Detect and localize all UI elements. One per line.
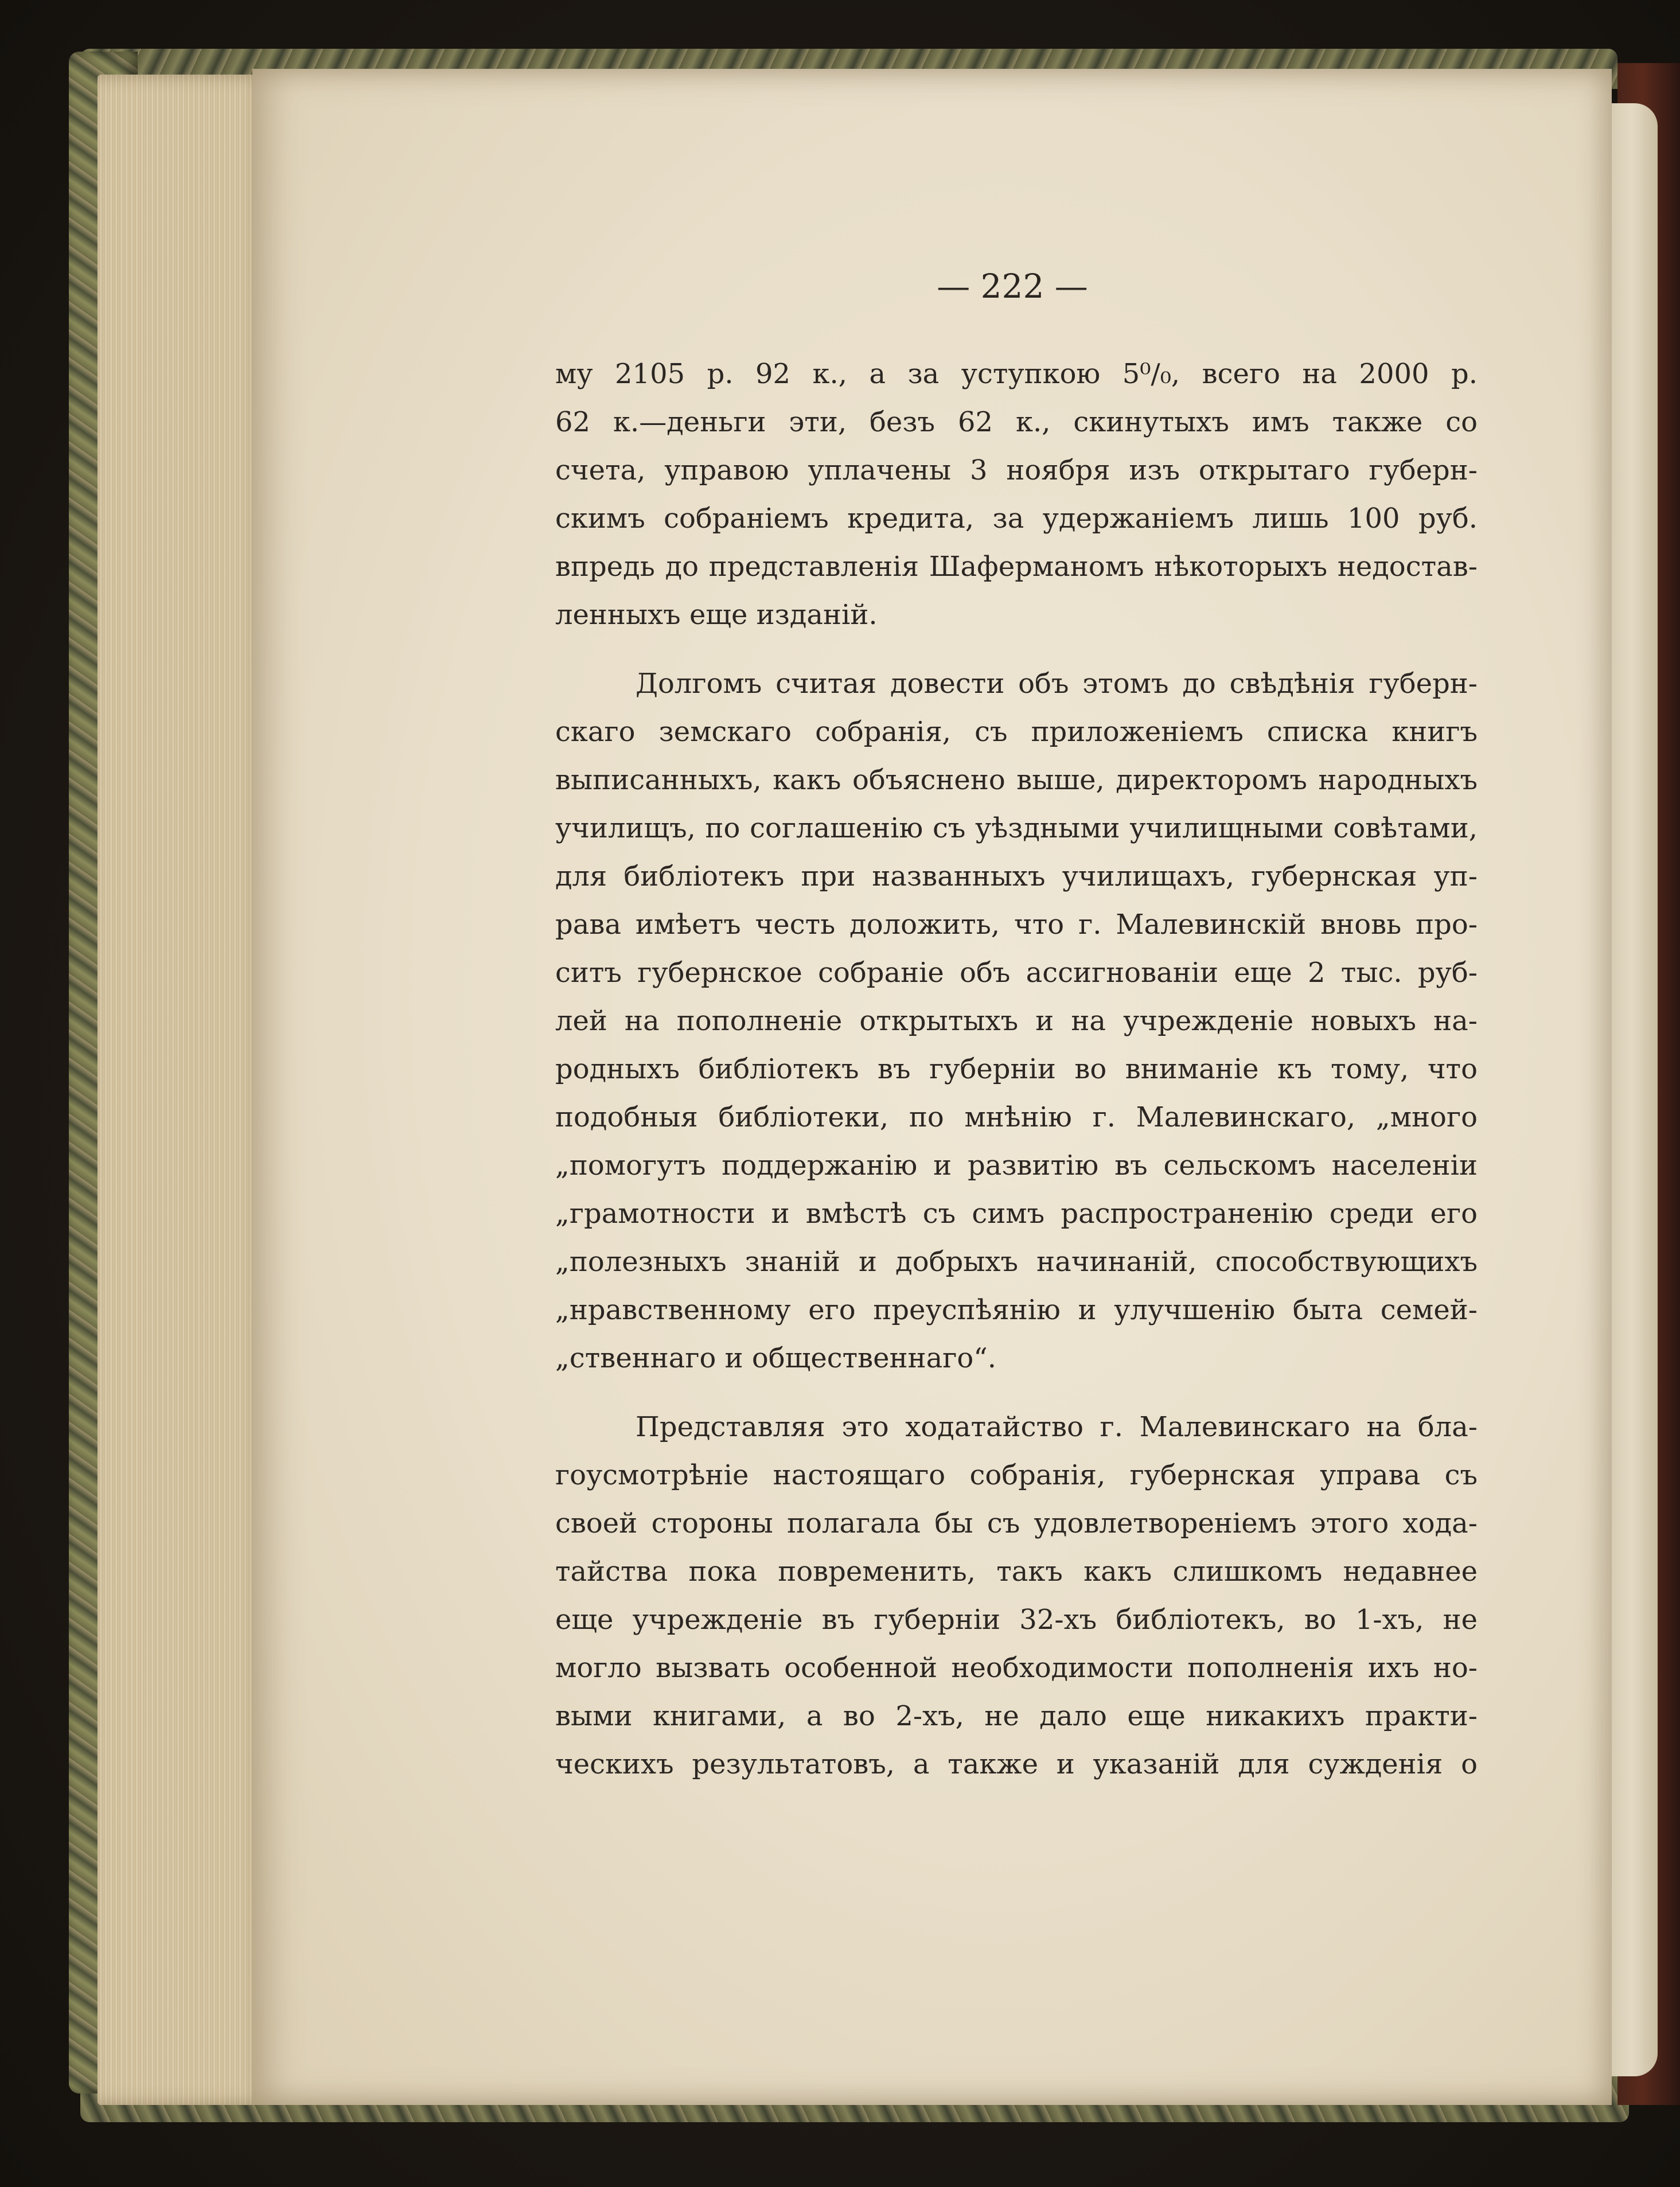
text-line: 62 к.—деньги эти, безъ 62 к., скинутыхъ имъ также со [555,406,1478,438]
text-line: „нравственному его преуспѣянію и улучшенію быта семей- [555,1294,1478,1326]
text-line: Долгомъ считая довести объ этомъ до свѣдѣнія губерн- [636,668,1478,700]
text-line: Представляя это ходатайство г. Малевинскаго на бла- [636,1411,1478,1443]
text-line: „грамотности и вмѣстѣ съ симъ распространенію среди его [555,1198,1478,1230]
text-line: счета, управою уплачены 3 ноября изъ открытаго губерн- [555,454,1478,486]
paragraph-1 [555,350,1478,639]
text-line: скимъ собраніемъ кредита, за удержаніемъ лишь 100 руб. [555,502,1478,535]
text-line: впредь до представленія Шаферманомъ нѣкоторыхъ недостав- [555,551,1478,583]
facing-page-edge [1606,103,1658,2076]
text-line: подобныя библіотеки, по мнѣнію г. Малевинскаго, „много [555,1101,1478,1133]
text-line: училищъ, по соглашенію съ уѣздными училищными совѣтами, [555,812,1478,844]
text-line: выми книгами, а во 2-хъ, не дало еще никакихъ практи- [555,1700,1478,1732]
paragraph-gap [555,1382,1478,1403]
text-line: „помогутъ поддержанію и развитію въ сельскомъ населеніи [555,1149,1478,1182]
page-number: — 222 — [937,267,1088,306]
text-line: выписанныхъ, какъ объяснено выше, директоромъ народныхъ [555,764,1478,796]
text-line: для библіотекъ при названныхъ училищахъ, губернская уп- [555,860,1478,892]
text-line: тайства пока повременить, такъ какъ слишкомъ недавнее [555,1556,1478,1588]
text-line: еще учрежденіе въ губерніи 32-хъ библіотекъ, во 1-хъ, не [555,1604,1478,1636]
text-line: родныхъ библіотекъ въ губерніи во вниманіе къ тому, что [555,1053,1478,1085]
page-edges [98,75,270,2105]
text-line: „полезныхъ знаній и добрыхъ начинаній, способствующихъ [555,1246,1478,1278]
paragraph-2 [555,660,1478,1382]
text-line: лей на пополненіе открытыхъ и на учрежденіе новыхъ на- [555,1005,1478,1037]
paragraph-gap [555,639,1478,660]
text-line: ческихъ результатовъ, а также и указаній для сужденія о [555,1748,1478,1780]
text-line: могло вызвать особенной необходимости пополненія ихъ но- [555,1652,1478,1684]
text-line: „ственнаго и общественнаго“. [555,1342,997,1374]
text-line: ситъ губернское собраніе объ ассигнованіи еще 2 тыс. руб- [555,957,1478,989]
text-line: своей стороны полагала бы съ удовлетвореніемъ этого хода- [555,1507,1478,1539]
paragraph-3 [555,1403,1478,1788]
text-line: гоусмотрѣніе настоящаго собранія, губернская управа съ [555,1459,1478,1491]
page-text [555,350,1478,1788]
text-line: скаго земскаго собранія, съ приложеніемъ списка книгъ [555,716,1478,748]
text-line: ленныхъ еще изданій. [555,599,878,631]
text-line: рава имѣетъ честь доложить, что г. Малевинскій вновь про- [555,909,1478,941]
text-line: му 2105 р. 92 к., а за уступкою 5⁰/₀, всего на 2000 р. [555,358,1478,390]
